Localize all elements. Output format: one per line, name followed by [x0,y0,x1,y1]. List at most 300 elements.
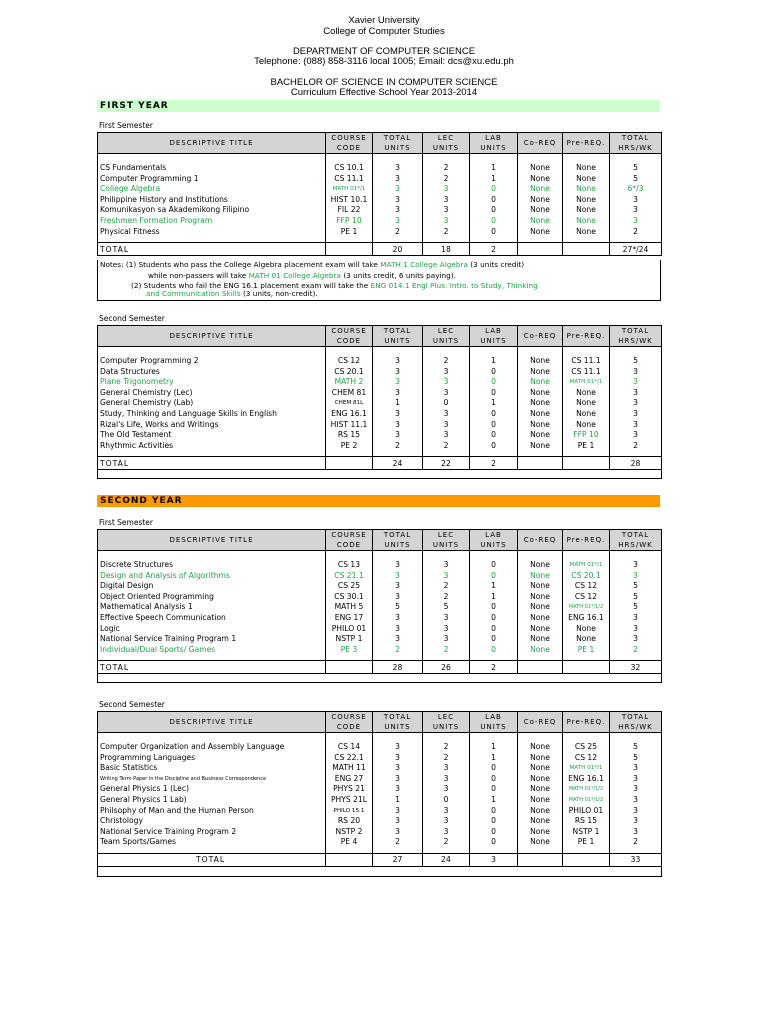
course-code: FFP 10 [326,216,373,227]
total-units: 3 [373,205,423,216]
course-title: Computer Organization and Assembly Language [98,742,326,753]
total-value: 32 [610,661,662,674]
lab-units: 0 [470,784,518,795]
lec-units: 3 [423,624,470,635]
column-header: TOTAL HRS/WK [610,326,662,347]
column-header: COURSE CODE [326,133,373,154]
total-value [518,243,563,256]
hrs-per-week: 3 [610,216,662,227]
total-value: 28 [610,457,662,470]
co-req: None [518,742,563,753]
course-title: Data Structures [98,367,326,378]
co-req: None [518,784,563,795]
lec-units: 3 [423,763,470,774]
lab-units: 1 [470,742,518,753]
pre-req: CS 12 [563,592,610,603]
total-value: 28 [373,661,423,674]
total-value: 24 [373,457,423,470]
course-code: MATH 01*/1 [326,184,373,195]
total-units: 3 [373,420,423,431]
pre-req: NSTP 1 [563,827,610,838]
hrs-per-week: 3 [610,784,662,795]
hrs-per-week: 3 [610,816,662,827]
pre-req: None [563,195,610,206]
lab-units: 1 [470,753,518,764]
course-row [98,795,662,806]
co-req: None [518,560,563,571]
pre-req: None [563,227,610,238]
lab-units: 0 [470,624,518,635]
course-title: General Chemistry (Lab) [98,398,326,409]
semester-label: Second Semester [99,314,165,323]
lab-units: 0 [470,816,518,827]
total-label: TOTAL [98,243,326,256]
course-code: CS 10.1 [326,163,373,174]
lec-units: 3 [423,420,470,431]
column-header: COURSE CODE [326,712,373,733]
column-header: LEC UNITS [423,530,470,551]
pre-req: ENG 16.1 [563,774,610,785]
hrs-per-week: 2 [610,227,662,238]
course-row [98,742,662,753]
course-code: CS 20.1 [326,367,373,378]
course-code: HIST 10.1 [326,195,373,206]
pre-req: CS 25 [563,742,610,753]
lab-units: 0 [470,602,518,613]
column-header: LAB UNITS [470,326,518,347]
total-row [98,243,662,256]
course-code: PE 2 [326,441,373,452]
total-units: 3 [373,581,423,592]
lab-units: 0 [470,634,518,645]
course-code: MATH 2 [326,377,373,388]
course-row [98,816,662,827]
lec-units: 5 [423,602,470,613]
total-value [326,243,373,256]
course-title: Logic [98,624,326,635]
lab-units: 0 [470,774,518,785]
co-req: None [518,216,563,227]
lec-units: 2 [423,753,470,764]
pre-req: FFP 10 [563,430,610,441]
total-value: 24 [423,853,470,866]
lab-units: 1 [470,581,518,592]
lec-units: 2 [423,441,470,452]
total-value: 26 [423,661,470,674]
lec-units: 2 [423,174,470,185]
lec-units: 3 [423,774,470,785]
course-row [98,398,662,409]
course-title: Team Sports/Games [98,837,326,848]
course-title: Programming Languages [98,753,326,764]
co-req: None [518,774,563,785]
course-row [98,592,662,603]
total-units: 3 [373,356,423,367]
co-req: None [518,227,563,238]
total-units: 3 [373,174,423,185]
pre-req: MATH 01*/1 [563,377,610,388]
course-title: Effective Speech Communication [98,613,326,624]
course-code: HIST 11.1 [326,420,373,431]
hrs-per-week: 2 [610,645,662,656]
total-units: 3 [373,163,423,174]
lec-units: 3 [423,827,470,838]
hrs-per-week: 3 [610,367,662,378]
hrs-per-week: 3 [610,377,662,388]
column-header: COURSE CODE [326,530,373,551]
course-code: PE 3 [326,645,373,656]
lec-units: 2 [423,356,470,367]
lab-units: 0 [470,430,518,441]
total-units: 1 [373,795,423,806]
total-value [563,457,610,470]
column-header: COURSE CODE [326,326,373,347]
co-req: None [518,613,563,624]
course-row [98,634,662,645]
lec-units: 3 [423,613,470,624]
total-units: 3 [373,560,423,571]
pre-req: None [563,205,610,216]
lec-units: 3 [423,806,470,817]
course-row [98,763,662,774]
pre-req: None [563,388,610,399]
department-name: DEPARTMENT OF COMPUTER SCIENCE [292,46,476,57]
pre-req: PE 1 [563,645,610,656]
lec-units: 2 [423,581,470,592]
column-header: LAB UNITS [470,530,518,551]
notes-box [97,260,661,301]
co-req: None [518,174,563,185]
hrs-per-week: 3 [610,763,662,774]
lec-units: 3 [423,816,470,827]
pre-req: MATH 01*/1/2 [563,602,610,613]
total-value: 27*/24 [610,243,662,256]
co-req: None [518,624,563,635]
course-row [98,420,662,431]
total-value: 2 [470,457,518,470]
college-name: College of Computer Studies [323,26,445,37]
semester-label: First Semester [99,518,154,527]
lec-units: 2 [423,837,470,848]
hrs-per-week: 3 [610,195,662,206]
course-title: National Service Training Program 2 [98,827,326,838]
lab-units: 0 [470,613,518,624]
pre-req: PE 1 [563,441,610,452]
course-code: PE 4 [326,837,373,848]
total-value: 2 [470,243,518,256]
semester-label: First Semester [99,121,154,130]
course-title: College Algebra [98,184,326,195]
course-code: CS 22.1 [326,753,373,764]
lec-units: 3 [423,430,470,441]
lab-units: 0 [470,837,518,848]
co-req: None [518,409,563,420]
course-code: CHEM 81 [326,388,373,399]
co-req: None [518,581,563,592]
co-req: None [518,195,563,206]
course-row [98,837,662,848]
pre-req: MATH 01*/1/2 [563,795,610,806]
table-header-row [98,133,662,154]
lab-units: 1 [470,592,518,603]
course-title: Philsophy of Man and the Human Person [98,806,326,817]
co-req: None [518,806,563,817]
total-value [518,457,563,470]
hrs-per-week: 5 [610,592,662,603]
course-row [98,602,662,613]
co-req: None [518,816,563,827]
lec-units: 3 [423,377,470,388]
lab-units: 0 [470,195,518,206]
hrs-per-week: 3 [610,624,662,635]
second-year-bar: SECOND YEAR [97,495,660,507]
co-req: None [518,377,563,388]
course-title: Philippine History and Institutions [98,195,326,206]
course-row [98,216,662,227]
table-header-row [98,712,662,733]
total-value [518,853,563,866]
total-units: 3 [373,634,423,645]
pre-req: MATH 01*/1 [563,560,610,571]
hrs-per-week: 3 [610,205,662,216]
hrs-per-week: 3 [610,398,662,409]
lec-units: 2 [423,742,470,753]
co-req: None [518,205,563,216]
course-row [98,388,662,399]
hrs-per-week: 5 [610,742,662,753]
course-row [98,784,662,795]
course-title: Digital Design [98,581,326,592]
total-units: 3 [373,806,423,817]
course-title: Writing Term Paper in the Discipline and Business Correspondence [98,774,326,785]
total-units: 2 [373,441,423,452]
note-2-cont: and Communication Skills (3 units, non-credit). [146,288,318,298]
course-row [98,195,662,206]
column-header: Pre-REQ. [563,326,610,347]
column-header: TOTAL HRS/WK [610,712,662,733]
lab-units: 0 [470,420,518,431]
total-units: 3 [373,377,423,388]
lec-units: 2 [423,645,470,656]
pre-req: None [563,420,610,431]
total-label: TOTAL [98,853,326,866]
total-value: 27 [373,853,423,866]
total-units: 3 [373,430,423,441]
column-header: Co-REQ [518,326,563,347]
total-units: 2 [373,837,423,848]
total-units: 2 [373,645,423,656]
pre-req: None [563,634,610,645]
course-row [98,613,662,624]
pre-req: None [563,409,610,420]
column-header: TOTAL UNITS [373,133,423,154]
column-header: Pre-REQ. [563,712,610,733]
course-row [98,806,662,817]
total-units: 3 [373,816,423,827]
semester-label: Second Semester [99,700,165,709]
total-value [563,243,610,256]
column-header: Co-REQ [518,712,563,733]
course-row [98,367,662,378]
lec-units: 3 [423,560,470,571]
lec-units: 3 [423,205,470,216]
course-code: CS 13 [326,560,373,571]
co-req: None [518,388,563,399]
pre-req: None [563,216,610,227]
column-header: LAB UNITS [470,133,518,154]
lab-units: 0 [470,184,518,195]
co-req: None [518,420,563,431]
course-code: CS 25 [326,581,373,592]
total-value: 2 [470,661,518,674]
hrs-per-week: 3 [610,420,662,431]
course-title: Freshmen Formation Program [98,216,326,227]
course-title: General Physics 1 Lab) [98,795,326,806]
course-code: CS 30.1 [326,592,373,603]
hrs-per-week: 3 [610,613,662,624]
pre-req: CS 11.1 [563,356,610,367]
pre-req: CS 20.1 [563,571,610,582]
hrs-per-week: 3 [610,571,662,582]
co-req: None [518,367,563,378]
lec-units: 3 [423,195,470,206]
course-code: CHEM 81L [326,398,373,409]
pre-req: None [563,398,610,409]
course-row [98,581,662,592]
hrs-per-week: 5 [610,602,662,613]
hrs-per-week: 5 [610,174,662,185]
pre-req: ENG 16.1 [563,613,610,624]
lab-units: 0 [470,645,518,656]
total-units: 3 [373,827,423,838]
total-units: 5 [373,602,423,613]
pre-req: RS 15 [563,816,610,827]
lab-units: 0 [470,377,518,388]
hrs-per-week: 5 [610,581,662,592]
lec-units: 0 [423,398,470,409]
course-title: Design and Analysis of Algorithms [98,571,326,582]
total-units: 3 [373,763,423,774]
course-code: NSTP 1 [326,634,373,645]
column-header: LEC UNITS [423,326,470,347]
course-code: ENG 17 [326,613,373,624]
column-header: LEC UNITS [423,712,470,733]
course-title: The Old Testament [98,430,326,441]
hrs-per-week: 2 [610,837,662,848]
co-req: None [518,356,563,367]
course-row [98,356,662,367]
course-row [98,227,662,238]
course-row [98,624,662,635]
total-units: 3 [373,613,423,624]
hrs-per-week: 5 [610,753,662,764]
course-row [98,441,662,452]
first-year-bar: FIRST YEAR [97,100,660,112]
course-title: Rizal's Life, Works and Writings [98,420,326,431]
curriculum-effective: Curriculum Effective School Year 2013-2014 [290,87,478,98]
lab-units: 0 [470,763,518,774]
course-code: PE 1 [326,227,373,238]
column-header: TOTAL HRS/WK [610,133,662,154]
course-row [98,163,662,174]
pre-req: MATH 01*/1 [563,763,610,774]
column-header: LEC UNITS [423,133,470,154]
total-units: 3 [373,195,423,206]
total-units: 3 [373,742,423,753]
total-value: 20 [373,243,423,256]
total-units: 3 [373,184,423,195]
column-header: TOTAL UNITS [373,530,423,551]
course-title: Plane Trigonometry [98,377,326,388]
course-row [98,753,662,764]
course-row [98,174,662,185]
course-title: Object Oriented Programming [98,592,326,603]
column-header: DESCRIPTIVE TITLE [98,326,326,347]
table-header-row [98,530,662,551]
course-code: PHILO 01 [326,624,373,635]
lec-units: 3 [423,216,470,227]
hrs-per-week: 3 [610,560,662,571]
pre-req: None [563,184,610,195]
lec-units: 3 [423,388,470,399]
lec-units: 3 [423,571,470,582]
course-title: National Service Training Program 1 [98,634,326,645]
hrs-per-week: 3 [610,634,662,645]
co-req: None [518,184,563,195]
pre-req: CS 11.1 [563,367,610,378]
course-row [98,827,662,838]
lab-units: 0 [470,227,518,238]
course-code: FIL 22 [326,205,373,216]
course-title: Individual/Dual Sports/ Games [98,645,326,656]
column-header: Co-REQ [518,133,563,154]
lec-units: 2 [423,227,470,238]
note-1-cont: while non-passers will take MATH 01 College Algebra (3 units credit, 6 units paying). [148,270,456,280]
course-row [98,645,662,656]
pre-req: PHILO 01 [563,806,610,817]
total-units: 3 [373,753,423,764]
co-req: None [518,827,563,838]
co-req: None [518,645,563,656]
hrs-per-week: 6*/3 [610,184,662,195]
co-req: None [518,837,563,848]
course-title: CS Fundamentals [98,163,326,174]
lab-units: 0 [470,367,518,378]
total-units: 1 [373,398,423,409]
pre-req: MATH 01*/1/2 [563,784,610,795]
course-title: Physical Fitness [98,227,326,238]
total-value: 3 [470,853,518,866]
column-header: TOTAL UNITS [373,712,423,733]
pre-req: None [563,624,610,635]
co-req: None [518,441,563,452]
pre-req: CS 12 [563,581,610,592]
university-name: Xavier University [348,15,420,26]
column-header: TOTAL HRS/WK [610,530,662,551]
total-value [326,853,373,866]
total-value [518,661,563,674]
total-value [326,661,373,674]
total-units: 3 [373,592,423,603]
column-header: TOTAL UNITS [373,326,423,347]
total-value: 33 [610,853,662,866]
column-header: Pre-REQ. [563,530,610,551]
course-code: MATH 5 [326,602,373,613]
contact-line: Telephone: (088) 858-3116 local 1005; Email: dcs@xu.edu.ph [254,56,514,67]
hrs-per-week: 3 [610,795,662,806]
lab-units: 0 [470,409,518,420]
co-req: None [518,753,563,764]
